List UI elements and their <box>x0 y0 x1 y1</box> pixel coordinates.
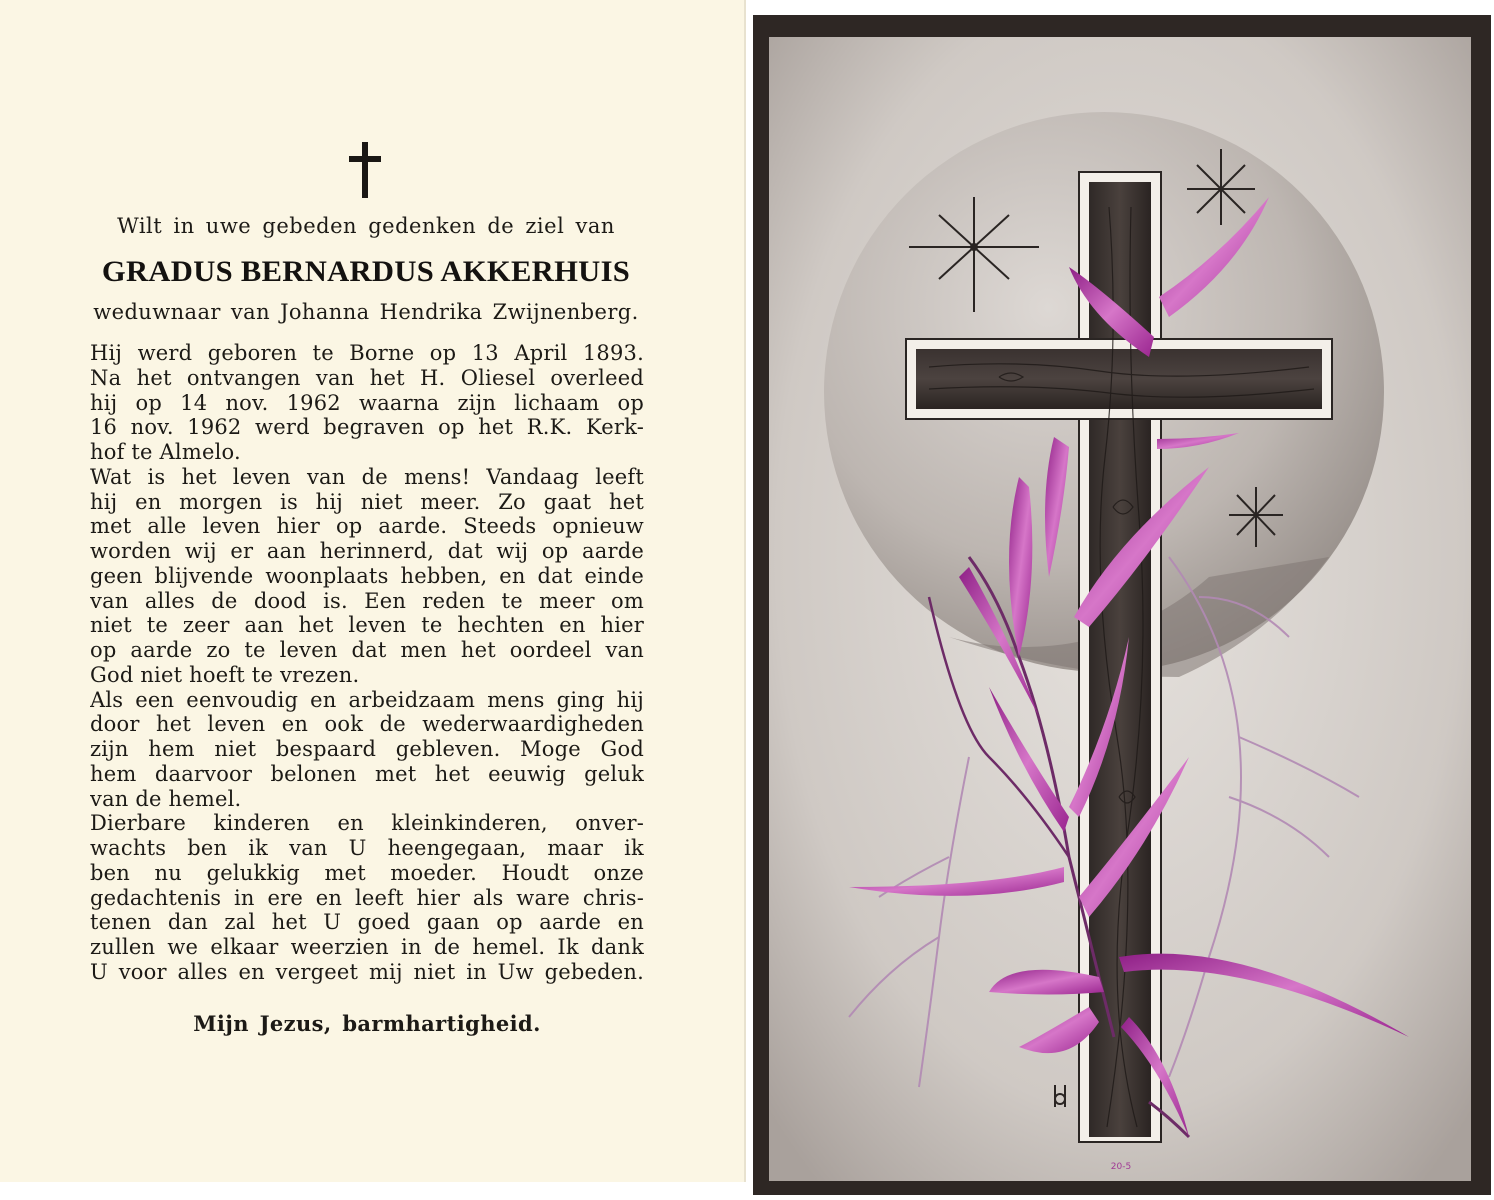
text-line: wachts ben ik van U heengegaan, maar ik <box>90 836 644 860</box>
text-line: gedachtenis in ere en leeft hier als ware chris- <box>90 885 644 910</box>
text-line: U voor alles en vergeet mij niet in Uw gebeden. <box>90 959 644 984</box>
cross-illustration <box>769 37 1471 1181</box>
text-line: Dierbare kinderen en kleinkinderen, onver- <box>90 811 644 836</box>
biography-text <box>90 341 644 985</box>
intro-line: Wilt in uwe gebeden gedenken de ziel van <box>117 214 615 238</box>
text-line: van alles de dood is. Een reden te meer om <box>90 588 644 613</box>
text-line: 16 nov. 1962 werd begraven op het R.K. Kerk- <box>90 415 644 440</box>
cross-icon <box>347 142 383 198</box>
widower-line: weduwnaar van Johanna Hendrika Zwijnenberg. <box>93 300 639 324</box>
text-line: Als een eenvoudig en arbeidzaam mens ging hij <box>90 687 644 712</box>
text-line: tenen dan zal het U goed gaan op aarde en <box>90 910 644 935</box>
cross-artwork <box>769 37 1471 1181</box>
print-code: 20-5 <box>1110 1162 1132 1172</box>
deceased-name: GRADUS BERNARDUS AKKERHUIS <box>101 255 631 288</box>
text-line: Na het ontvangen van het H. Oliesel overleed <box>90 365 644 390</box>
text-line: hij en morgen is hij niet meer. Zo gaat het <box>90 489 644 514</box>
text-line: niet te zeer aan het leven te hechten en hier <box>90 613 644 638</box>
text-line: Wat is het leven van de mens! Vandaag leeft <box>90 464 644 489</box>
text-line: ben nu gelukkig met moeder. Houdt onze <box>90 860 644 885</box>
text-line: zijn hem niet bespaard gebleven. Moge God <box>90 737 644 761</box>
memorial-card-image-side <box>753 15 1491 1195</box>
text-line: worden wij er aan herinnerd, dat wij op aarde <box>90 539 644 563</box>
text-line: Hij werd geboren te Borne op 13 April 1893. <box>90 341 644 365</box>
text-line: zullen we elkaar weerzien in de hemel. Ik dank <box>90 935 644 959</box>
text-line: van de hemel. <box>90 786 242 811</box>
text-line: hem daarvoor belonen met het eeuwig geluk <box>90 761 644 786</box>
text-line: hij op 14 nov. 1962 waarna zijn lichaam op <box>90 390 644 415</box>
text-line: hof te Almelo. <box>90 440 241 464</box>
text-line: door het leven en ook de wederwaardigheden <box>90 712 644 737</box>
text-line: God niet hoeft te vrezen. <box>90 662 360 687</box>
text-line: op aarde zo te leven dat men het oordeel van <box>90 638 644 662</box>
text-line: met alle leven hier op aarde. Steeds opnieuw <box>90 514 644 539</box>
memorial-card-text-side <box>0 0 746 1182</box>
closing-prayer: Mijn Jezus, barmhartigheid. <box>193 1011 541 1036</box>
text-line: geen blijvende woonplaats hebben, en dat einde <box>90 563 644 588</box>
